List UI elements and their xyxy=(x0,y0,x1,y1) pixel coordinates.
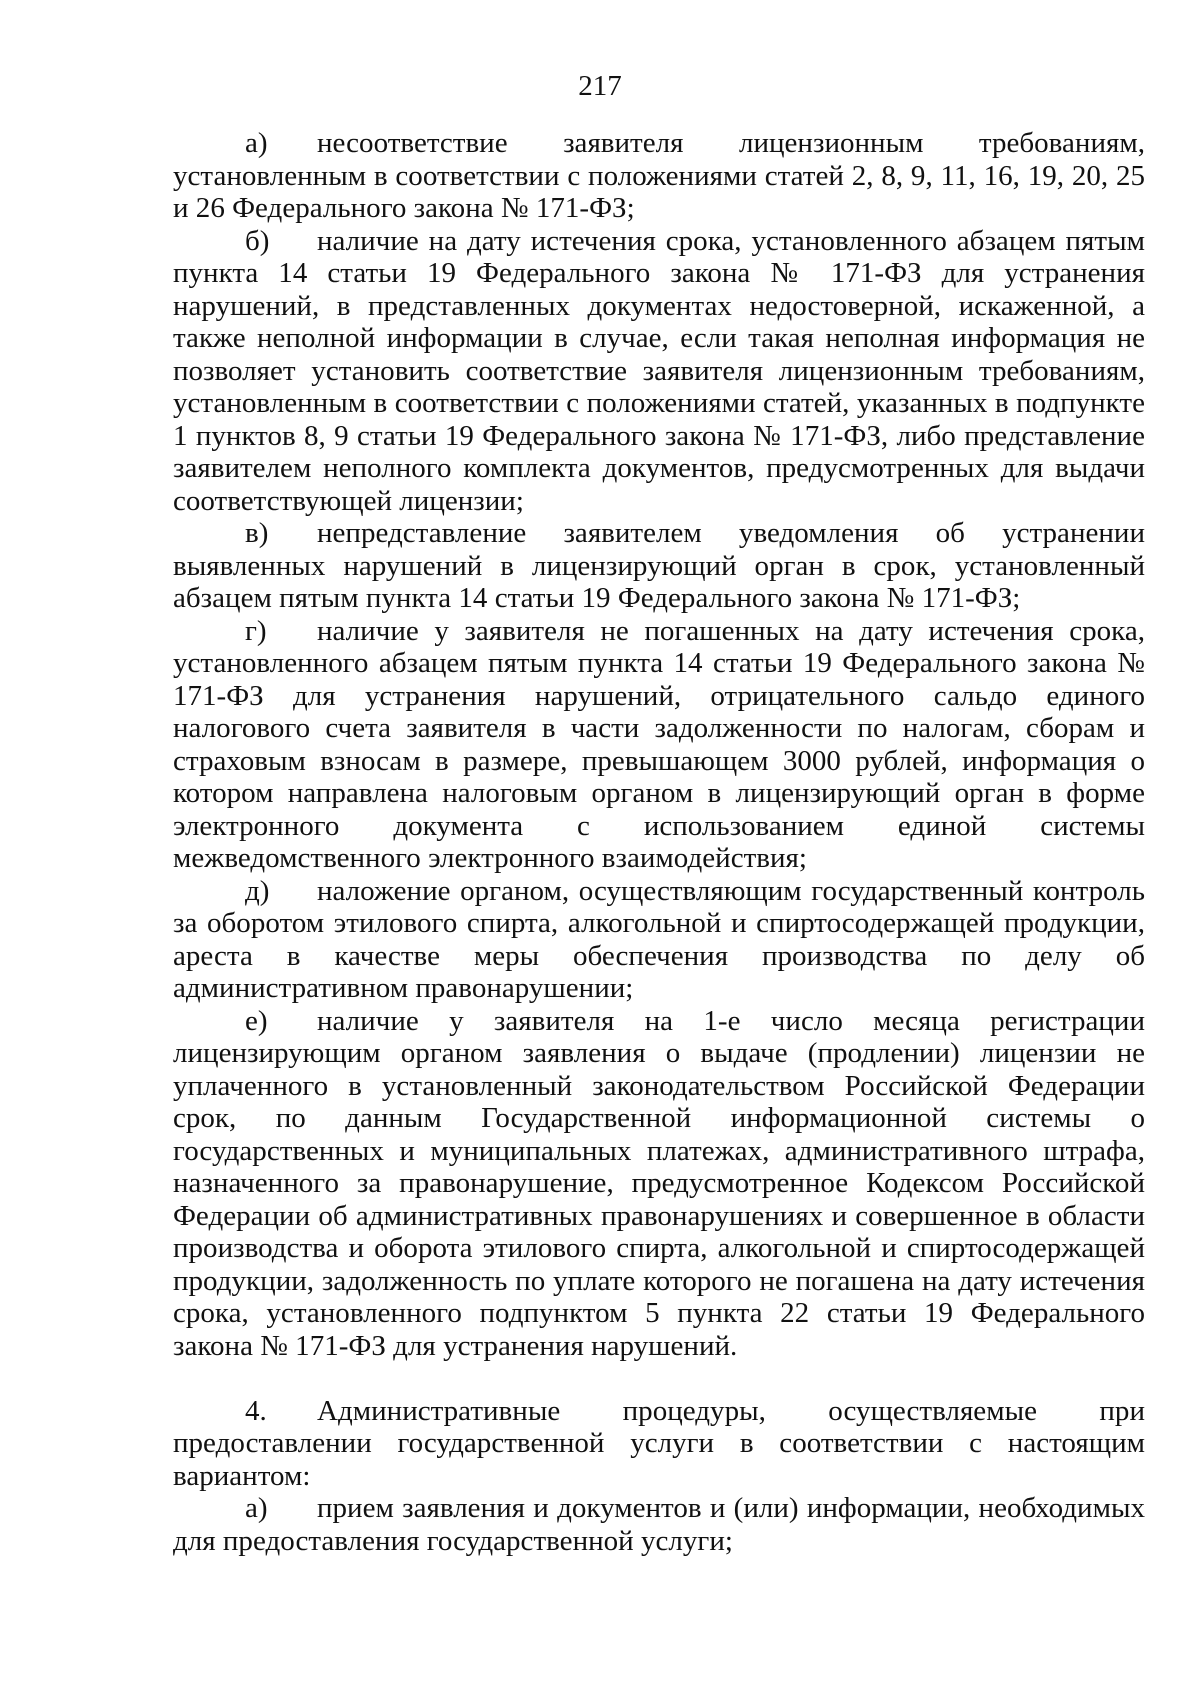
list-item-g xyxy=(173,615,1145,875)
list-item-e xyxy=(173,1005,1145,1363)
list-item-v xyxy=(173,517,1145,615)
item-text: наличие на дату истечения срока, установленного абзацем пятым пункта 14 статьи 19 Федерального закона № 171-ФЗ для устранения нарушений, в представленных документах недостоверной, искаженной, а также неполной информации в случае, если такая неполная информация не позволяет установить соответствие заявителя лицензионным требованиям, установленным в соответствии с положениями статей, указанных в подпункте 1 пунктов 8, 9 статьи 19 Федерального закона № 171-ФЗ, либо представление заявителем неполного комплекта документов, предусмотренных для выдачи соответствующей лицензии; xyxy=(173,224,1145,517)
item-label: г) xyxy=(245,614,267,647)
page-number: 217 xyxy=(578,70,622,102)
item-label: д) xyxy=(245,874,270,907)
item-text: непредставление заявителем уведомления об устранении выявленных нарушений в лицензирующий орган в срок, установленный абзацем пятым пункта 14 статьи 19 Федерального закона № 171-ФЗ; xyxy=(173,517,1145,614)
section-text: Административные процедуры, осуществляемые при предоставлении государственной услуги в соответствии с настоящим вариантом: xyxy=(173,1394,1145,1492)
list-item-d xyxy=(173,875,1145,1005)
item-label: в) xyxy=(245,517,269,549)
list-item-b xyxy=(173,225,1145,518)
item-text: наличие у заявителя на 1-е число месяца регистрации лицензирующим органом заявления о выдаче (продлении) лицензии не уплаченного в установленный законодательством Российской Федерации срок, по данным Государственной информационной системы о государственных и муниципальных платежах, административного штрафа, назначенного за правонарушение, предусмотренное Кодексом Российской Федерации об административных правонарушениях и совершенное в области производства и оборота этилового спирта, алкогольной и спиртосодержащей продукции, задолженность по уплате которого не погашена на дату истечения срока, установленного подпунктом 5 пункта 22 статьи 19 Федерального закона № 171-ФЗ для устранения нарушений. xyxy=(173,1004,1145,1362)
item-text: несоответствие заявителя лицензионным требованиям, установленным в соответствии с положениями статей 2, 8, 9, 11, 16, 19, 20, 25 и 26 Федерального закона № 171-ФЗ; xyxy=(173,127,1145,224)
item-text: прием заявления и документов и (или) информации, необходимых для предоставления государственной услуги; xyxy=(173,1492,1145,1557)
item-label: б) xyxy=(245,224,270,257)
paragraph-gap xyxy=(173,1362,1145,1395)
list-item-a xyxy=(173,127,1145,225)
document-body xyxy=(173,127,1145,1557)
item-label: е) xyxy=(245,1004,268,1037)
item-text: наложение органом, осуществляющим государственный контроль за оборотом этилового спирта, алкогольной и спиртосодержащей продукции, ареста в качестве меры обеспечения производства по делу об административном правонарушении; xyxy=(173,874,1145,1004)
item-text: наличие у заявителя не погашенных на дату истечения срока, установленного абзацем пятым пункта 14 статьи 19 Федерального закона № 171-ФЗ для устранения нарушений, отрицательного сальдо единого налогового счета заявителя в части задолженности по налогам, сборам и страховым взносам в размере, превышающем 3000 рублей, информация о котором направлена налоговым органом в лицензирующий орган в форме электронного документа с использованием единой системы межведомственного электронного взаимодействия; xyxy=(173,614,1145,874)
section-item-a xyxy=(173,1492,1145,1557)
item-label: а) xyxy=(245,127,268,159)
item-label: а) xyxy=(245,1492,268,1524)
section-label: 4. xyxy=(245,1394,267,1427)
section-heading-4 xyxy=(173,1395,1145,1493)
